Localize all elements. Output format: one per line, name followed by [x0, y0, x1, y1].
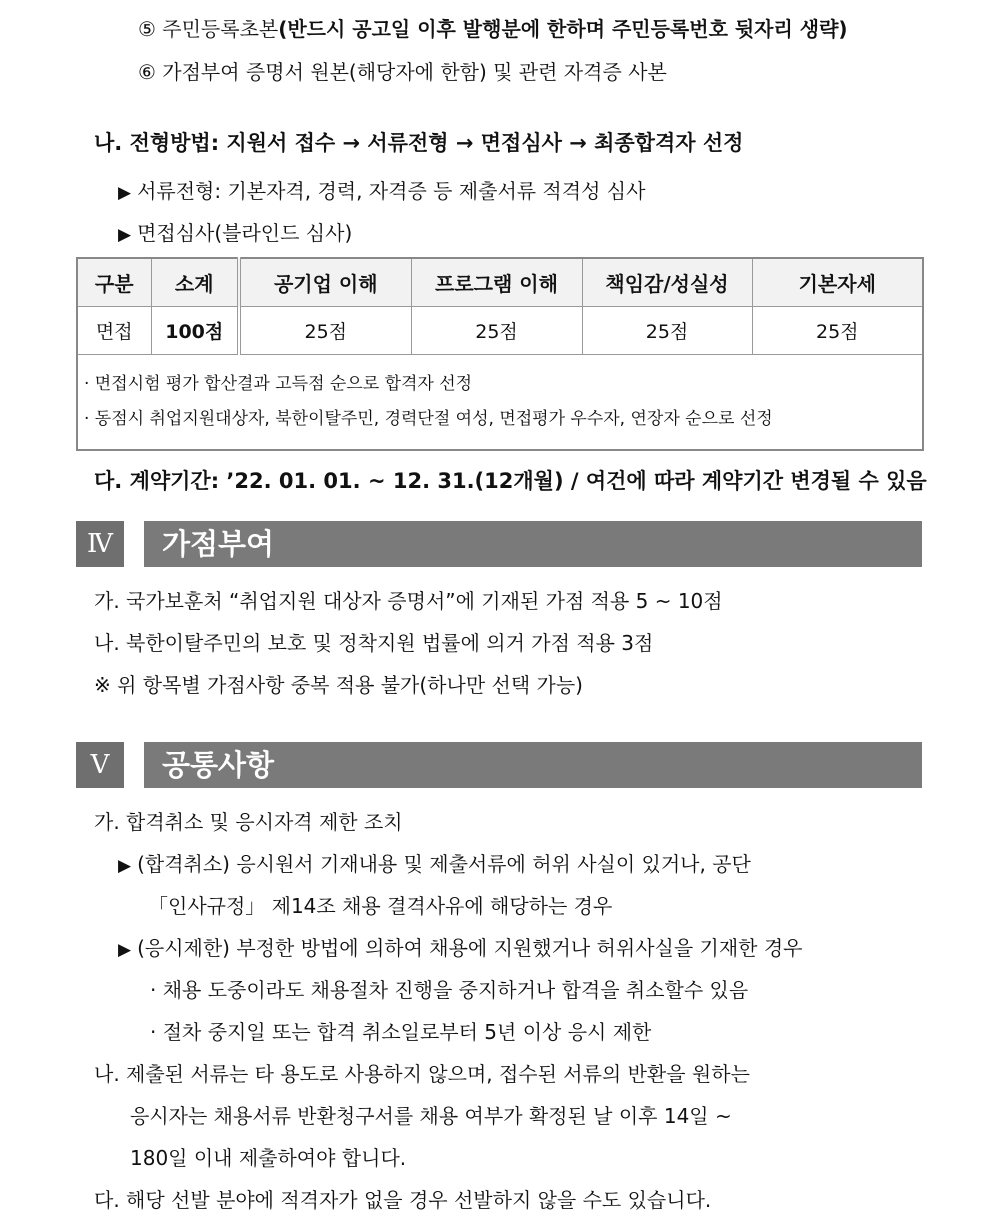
selection-heading: 나. 전형방법: 지원서 접수 → 서류전형 → 면접심사 → 최종합격자 선정 — [94, 131, 744, 155]
table-cell: 25점 — [411, 307, 582, 355]
table-header: 기본자세 — [752, 258, 923, 307]
bonus-note: ※ 위 항목별 가점사항 중복 적용 불가(하나만 선택 가능) — [94, 673, 583, 697]
bullet-text: 서류전형: 기본자격, 경력, 자격증 등 제출서류 적격성 심사 — [137, 179, 646, 203]
table-note: · 동점시 취업지원대상자, 북한이탈주민, 경력단절 여성, 면접평가 우수자, 연장자 순으로 선정 — [84, 409, 773, 429]
triangle-icon: ▶ — [118, 225, 132, 245]
table-cell: 25점 — [752, 307, 923, 355]
triangle-icon: ▶ — [118, 183, 132, 203]
common-item-na-continued: 응시자는 채용서류 반환청구서를 채용 여부가 확정된 날 이후 14일 ~ — [130, 1104, 732, 1128]
section-title: 공통사항 — [144, 742, 922, 788]
table-header: 구분 — [77, 258, 151, 307]
triangle-icon: ▶ — [118, 940, 132, 960]
section-title: 가점부여 — [144, 521, 922, 567]
common-item-ga: 가. 합격취소 및 응시자격 제한 조치 — [94, 810, 403, 834]
table-header: 소계 — [151, 258, 239, 307]
table-cell: 100점 — [151, 307, 239, 355]
bullet-text: (합격취소) 응시원서 기재내용 및 제출서류에 허위 사실이 있거나, 공단 — [137, 852, 751, 876]
list-bold-text: (반드시 공고일 이후 발행분에 한하며 주민등록번호 뒷자리 생략) — [278, 17, 848, 41]
table-cell: 25점 — [239, 307, 411, 355]
table-header-row — [77, 258, 923, 307]
table-notes-row — [77, 355, 923, 451]
bullet-text: 면접심사(블라인드 심사) — [137, 221, 353, 245]
common-item-na-continued: 180일 이내 제출하여야 합니다. — [130, 1146, 407, 1170]
bonus-line: 나. 북한이탈주민의 보호 및 정착지원 법률에 의거 가점 적용 3점 — [94, 631, 654, 655]
table-notes — [77, 355, 923, 451]
contract-period: 다. 계약기간: ’22. 01. 01. ~ 12. 31.(12개월) / 여건에 따라 계약기간 변경될 수 있음 — [94, 469, 927, 493]
bullet-text: (응시제한) 부정한 방법에 의하여 채용에 지원했거나 허위사실을 기재한 경우 — [137, 936, 803, 960]
section-number: Ⅴ — [76, 742, 124, 788]
common-item-na: 나. 제출된 서류는 타 용도로 사용하지 않으며, 접수된 서류의 반환을 원하는 — [94, 1062, 750, 1086]
list-text: 가점부여 증명서 원본(해당자에 한함) 및 관련 자격증 사본 — [162, 60, 667, 84]
list-text: 주민등록초본 — [162, 17, 279, 41]
bonus-line: 가. 국가보훈처 “취업지원 대상자 증명서”에 기재된 가점 적용 5 ~ 10점 — [94, 589, 723, 613]
table-header: 공기업 이해 — [239, 258, 411, 307]
bullet-document-screening — [118, 176, 645, 208]
section-number: Ⅳ — [76, 521, 124, 567]
list-item-6 — [138, 57, 667, 87]
bullet-cancel — [118, 849, 751, 881]
sub-item: · 절차 중지일 또는 합격 취소일로부터 5년 이상 응시 제한 — [150, 1020, 652, 1044]
table-cell: 25점 — [582, 307, 752, 355]
bullet-restrict — [118, 933, 802, 965]
common-item-da: 다. 해당 선발 분야에 적격자가 없을 경우 선발하지 않을 수도 있습니다. — [94, 1188, 712, 1212]
bullet-cancel-continued: 「인사규정」 제14조 채용 결격사유에 해당하는 경우 — [148, 894, 613, 918]
table-header: 프로그램 이해 — [411, 258, 582, 307]
list-marker: ⑥ — [138, 60, 156, 84]
triangle-icon: ▶ — [118, 856, 132, 876]
sub-item: · 채용 도중이라도 채용절차 진행을 중지하거나 합격을 취소할수 있음 — [150, 978, 749, 1002]
list-marker: ⑤ — [138, 17, 156, 41]
bullet-interview — [118, 218, 352, 250]
table-cell: 면접 — [77, 307, 151, 355]
table-row — [77, 307, 923, 355]
list-item-5 — [138, 14, 848, 44]
table-note: · 면접시험 평가 합산결과 고득점 순으로 합격자 선정 — [84, 374, 473, 394]
table-header: 책임감/성실성 — [582, 258, 752, 307]
interview-score-table — [76, 257, 924, 451]
